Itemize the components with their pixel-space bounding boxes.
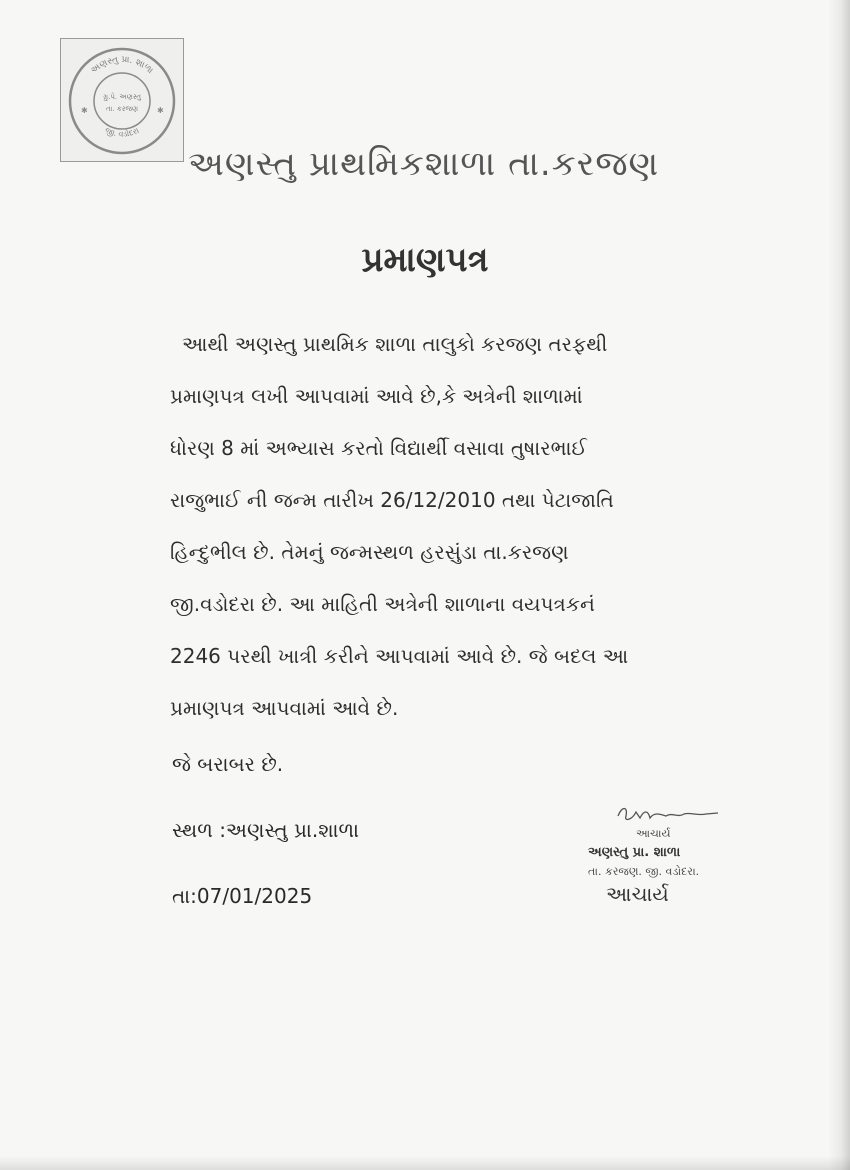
signature-scribble [614, 802, 724, 826]
stamp-inner-line1: ગ્રુ.પે. અણસ્તુ [103, 93, 141, 101]
date-text: તા:07/01/2025 [172, 884, 313, 908]
school-stamp [60, 38, 184, 162]
seal-designation: આચાર્ય [636, 827, 671, 840]
body-line: હિન્દુભીલ છે. તેમનું જન્મસ્થળ હરસુંડા તા.કરજણ [170, 540, 569, 564]
confirmation-text: જે બરાબર છે. [172, 752, 284, 776]
body-line: રાજુભાઈ ની જન્મ તારીખ 26/12/2010 તથા પેટાજાતિ [170, 488, 614, 512]
stamp-ring-text: અણસ્તુ પ્રા. શાળા [89, 54, 155, 77]
stamp-graphic [61, 39, 183, 161]
stamp-star-icon: ✱ [81, 106, 88, 115]
place-text: સ્થળ :અણસ્તુ પ્રા.શાળા [172, 818, 360, 842]
scan-shadow-bottom [0, 1156, 850, 1170]
stamp-bottom-text: જી. વડોદરા [103, 125, 141, 139]
principal-label: આચાર્ય [606, 882, 669, 906]
school-name-heading: અણસ્તુ પ્રાથમિકશાળા તા.કરજણ [188, 144, 660, 184]
body-line: જી.વડોદરા છે. આ માહિતી અત્રેની શાળાના વયપત્રકનં [170, 592, 595, 616]
certificate-body [170, 318, 770, 734]
body-line: આથી અણસ્તુ પ્રાથમિક શાળા તાલુકો કરજણ તરફથી [182, 332, 608, 356]
scan-shadow-right [828, 0, 850, 1170]
body-line: પ્રમાણપત્ર લખી આપવામાં આવે છે,કે અત્રેની શાળામાં [170, 384, 583, 408]
body-line: ધોરણ 8 માં અભ્યાસ કરતો વિદ્યાર્થી વસાવા તુષારભાઈ [170, 436, 587, 460]
seal-address: તા. કરજણ. જી. વડોદરા. [588, 865, 700, 878]
certificate-title: પ્રમાણપત્ર [361, 240, 489, 280]
body-line: 2246 પરથી ખાત્રી કરીને આપવામાં આવે છે. જે બદલ આ [170, 644, 629, 668]
stamp-inner-line2: તા. કરજણ [105, 105, 139, 113]
body-line: પ્રમાણપત્ર આપવામાં આવે છે. [170, 696, 399, 720]
seal-school: અણસ્તુ પ્રા. શાળા [588, 845, 681, 860]
stamp-star-icon: ✱ [157, 106, 164, 115]
